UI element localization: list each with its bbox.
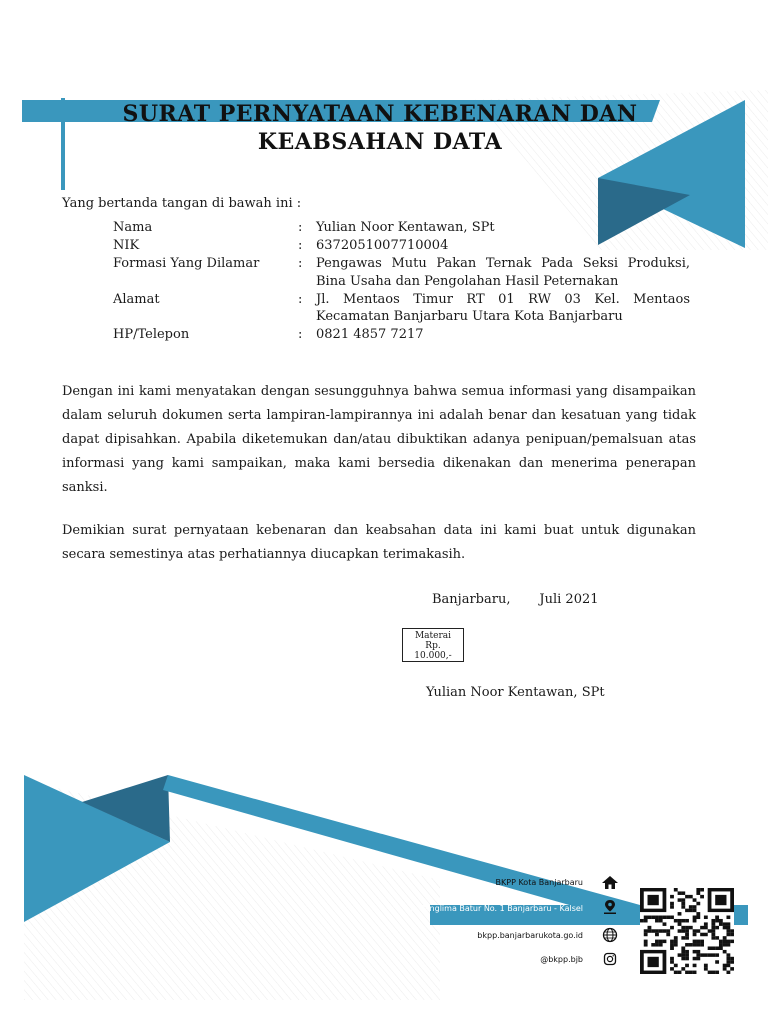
field-alamat bbox=[113, 291, 690, 326]
field-label: Alamat bbox=[113, 291, 160, 307]
field-separator: : bbox=[298, 256, 303, 271]
footer-org: BKPP Kota Banjarbaru bbox=[495, 878, 583, 887]
field-value: 6372051007710004 bbox=[316, 238, 449, 253]
closing-paragraph: Demikian surat pernyataan kebenaran dan keabsahan data ini kami buat untuk digunakan secara semestinya atas perhatiannya diucapkan terimakasih. bbox=[62, 523, 696, 562]
statement-paragraph: Dengan ini kami menyatakan dengan sesungguhnya bahwa semua informasi yang disampaikan dalam seluruh dokumen serta lampiran-lampirannya ini adalah benar dan kesatuan yang tidak dapat dipisahkan. Apabila diketemukan dan/atau dibuktikan adanya penipuan/pemalsuan atas informasi yang kami sampaikan, maka kami bersedia dikenakan dan menerima penerapan sanksi. bbox=[62, 384, 696, 495]
field-separator: : bbox=[298, 238, 303, 253]
field-telepon bbox=[113, 326, 690, 344]
page-title bbox=[90, 100, 670, 156]
qr-code bbox=[640, 888, 734, 974]
signer-name: Yulian Noor Kentawan, SPt bbox=[426, 685, 605, 700]
home-icon bbox=[601, 874, 619, 890]
materai-line-3: 10.000,- bbox=[414, 651, 452, 661]
field-value: 0821 4857 7217 bbox=[316, 327, 424, 342]
materai-stamp bbox=[402, 628, 464, 662]
location-pin-icon bbox=[601, 899, 619, 915]
field-separator: : bbox=[298, 327, 303, 342]
field-value: Pengawas Mutu Pakan Ternak Pada Seksi Produksi, Bina Usaha dan Pengolahan Hasil Peternakan bbox=[316, 256, 690, 289]
field-label: Nama bbox=[113, 220, 153, 235]
materai-line-2: Rp. bbox=[425, 641, 441, 651]
field-separator: : bbox=[298, 220, 303, 235]
footer-address: Jl. Panglima Batur No. 1 Banjarbaru - Kalsel bbox=[410, 904, 583, 913]
field-separator: : bbox=[298, 291, 303, 307]
field-formasi bbox=[113, 255, 690, 290]
field-value: Jl. Mentaos Timur RT 01 RW 03 Kel. Mentaos Kecamatan Banjarbaru Utara Kota Banjarbaru bbox=[316, 291, 690, 324]
field-label: NIK bbox=[113, 238, 140, 253]
materai-line-1: Materai bbox=[414, 631, 452, 641]
instagram-icon bbox=[601, 951, 619, 967]
globe-icon bbox=[601, 927, 619, 943]
field-nik bbox=[113, 237, 690, 255]
footer-social: @bkpp.bjb bbox=[540, 955, 583, 964]
field-label: Formasi Yang Dilamar bbox=[113, 256, 260, 271]
title-line-2: KEABSAHAN DATA bbox=[257, 129, 503, 155]
field-nama bbox=[113, 219, 690, 237]
footer-website: bkpp.banjarbarukota.go.id bbox=[477, 931, 583, 940]
field-label: HP/Telepon bbox=[113, 327, 190, 342]
place-date: Banjarbaru, Juli 2021 bbox=[432, 592, 599, 607]
field-value: Yulian Noor Kentawan, SPt bbox=[316, 220, 495, 235]
intro-text: Yang bertanda tangan di bawah ini : bbox=[62, 196, 302, 211]
identity-fields bbox=[113, 219, 690, 344]
title-line-1: SURAT PERNYATAAN KEBENARAN DAN bbox=[122, 101, 638, 127]
